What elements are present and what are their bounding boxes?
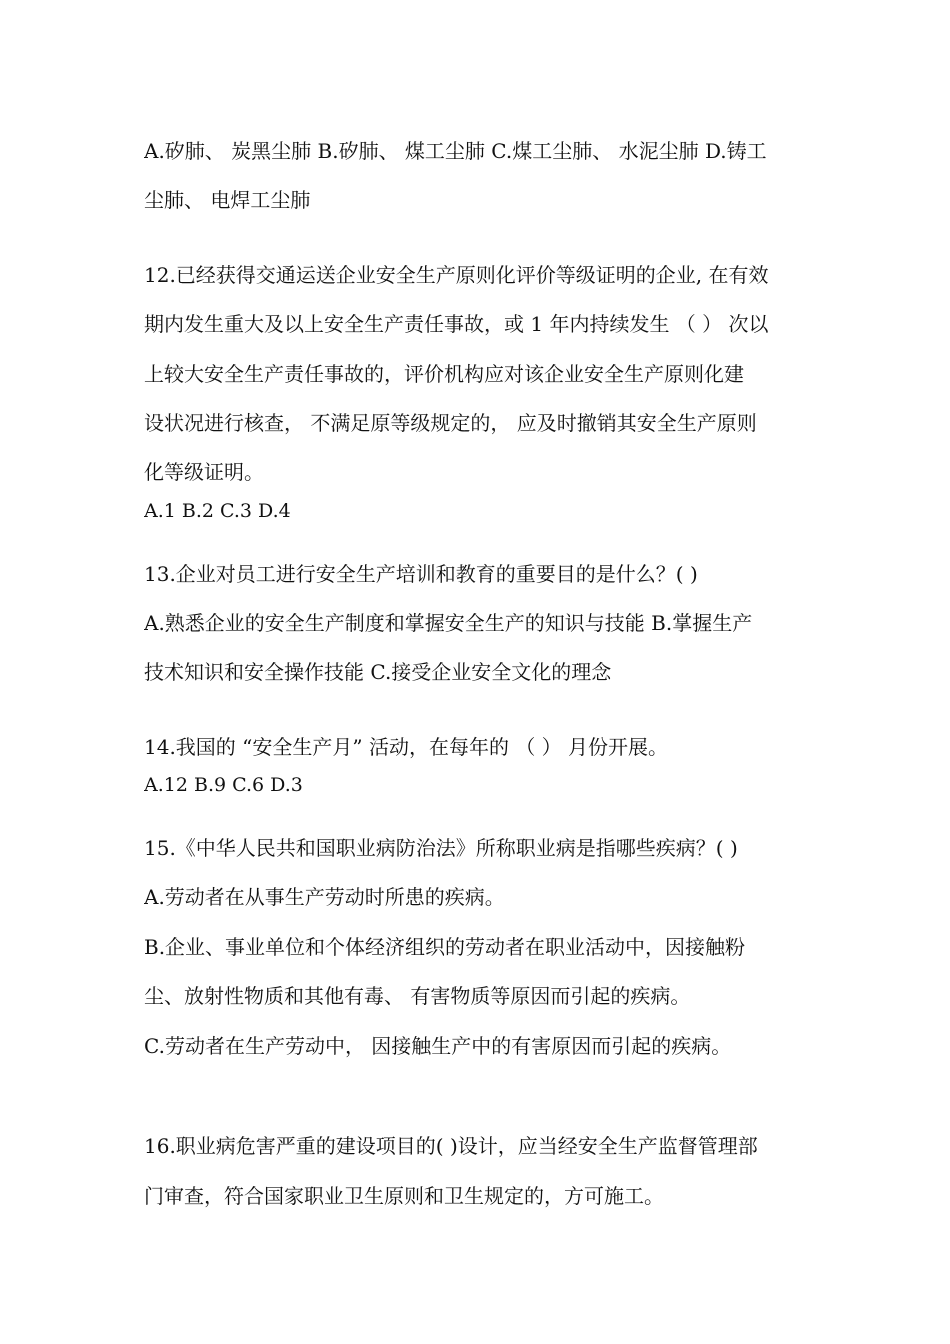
q11-options-line-1: A.矽肺、 炭黑尘肺 B.矽肺、 煤工尘肺 C.煤工尘肺、 水泥尘肺 D.铸工 <box>144 139 767 163</box>
q15-option-b-line-2: 尘、放射性物质和其他有毒、 有害物质等原因而引起的疾病。 <box>144 984 691 1008</box>
q15-option-a: A.劳动者在从事生产劳动时所患的疾病。 <box>144 885 505 909</box>
q12-text-line-5: 化等级证明。 <box>144 460 264 484</box>
q12-text-line-3: 上较大安全生产责任事故的，评价机构应对该企业安全生产原则化建 <box>144 362 744 386</box>
q12-options: A.1 B.2 C.3 D.4 <box>144 500 291 522</box>
q13-options-line-1: A.熟悉企业的安全生产制度和掌握安全生产的知识与技能 B.掌握生产 <box>144 611 753 635</box>
q15-option-c: C.劳动者在生产劳动中， 因接触生产中的有害原因而引起的疾病。 <box>144 1034 732 1058</box>
q16-text-line-1: 16.职业病危害严重的建设项目的( )设计，应当经安全生产监督管理部 <box>144 1134 758 1158</box>
q13-text: 13.企业对员工进行安全生产培训和教育的重要目的是什么？( ) <box>144 562 698 586</box>
q12-text-line-2: 期内发生重大及以上安全生产责任事故，或 1 年内持续发生 （ ） 次以 <box>144 312 769 336</box>
q15-option-b-line-1: B.企业、事业单位和个体经济组织的劳动者在职业活动中，因接触粉 <box>144 935 746 959</box>
q14-text: 14.我国的 “安全生产月” 活动，在每年的 （ ） 月份开展。 <box>144 735 669 759</box>
q15-text: 15.《中华人民共和国职业病防治法》所称职业病是指哪些疾病？( ) <box>144 836 738 860</box>
q12-text-line-4: 设状况进行核查， 不满足原等级规定的， 应及时撤销其安全生产原则 <box>144 411 757 435</box>
q12-text-line-1: 12.已经获得交通运送企业安全生产原则化评价等级证明的企业, 在有效 <box>144 263 769 287</box>
q14-options: A.12 B.9 C.6 D.3 <box>144 774 303 796</box>
q11-options-line-2: 尘肺、 电焊工尘肺 <box>144 188 311 212</box>
q16-text-line-2: 门审查，符合国家职业卫生原则和卫生规定的，方可施工。 <box>144 1184 664 1208</box>
q13-options-line-2: 技术知识和安全操作技能 C.接受企业安全文化的理念 <box>144 660 612 684</box>
